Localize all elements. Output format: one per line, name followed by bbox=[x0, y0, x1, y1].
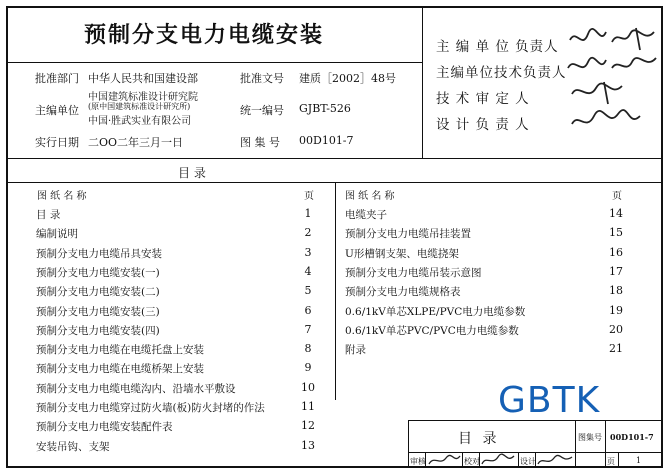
right-item-name[interactable]: U形槽钢支架、电缆挠架 bbox=[345, 247, 459, 260]
watermark-text: GBTK bbox=[498, 380, 601, 421]
unified-no-value: GJBT-526 bbox=[299, 102, 351, 115]
resp-review-label: 技 术 审 定 人 bbox=[436, 91, 530, 107]
left-item-page: 7 bbox=[304, 322, 312, 336]
right-item-page: 21 bbox=[609, 342, 623, 356]
tb-cell-f bbox=[618, 452, 619, 468]
left-item-name[interactable]: 预制分支电力电缆在电缆托盘上安装 bbox=[36, 344, 204, 357]
left-item-name[interactable]: 目 录 bbox=[36, 209, 61, 221]
right-item-name[interactable]: 电缆夹子 bbox=[345, 209, 387, 221]
signature-check-sm bbox=[482, 454, 514, 464]
atlas-no-value: 00D101-7 bbox=[299, 134, 354, 147]
left-item-page: 2 bbox=[304, 226, 312, 240]
left-item-page: 1 bbox=[304, 207, 312, 220]
left-item-page: 5 bbox=[304, 284, 312, 298]
left-item-page: 13 bbox=[301, 438, 315, 452]
signature-chief bbox=[570, 28, 654, 50]
left-item-page: 6 bbox=[304, 303, 312, 317]
signature-design bbox=[572, 110, 640, 124]
approval-doc-label: 批准文号 bbox=[240, 72, 284, 85]
left-item-name[interactable]: 预制分支电力电缆吊具安装 bbox=[36, 247, 162, 260]
atlas-no-label: 图 集 号 bbox=[240, 136, 280, 149]
resp-chief-label: 主 编 单 位 负责人 bbox=[436, 39, 559, 55]
impl-date-label: 实行日期 bbox=[35, 136, 79, 149]
resp-tech-label: 主编单位技术负责人 bbox=[436, 65, 567, 81]
left-item-page: 9 bbox=[304, 361, 312, 375]
header-divider bbox=[422, 6, 423, 158]
title-block-div2 bbox=[605, 420, 606, 468]
page-title: 预制分支电力电缆安装 bbox=[84, 22, 325, 48]
signature-tech bbox=[568, 58, 656, 68]
toc-right-page-header: 页 bbox=[612, 191, 622, 202]
approval-doc-value: 建质［2002］48号 bbox=[299, 72, 396, 85]
title-block-signatures bbox=[426, 452, 576, 468]
right-item-name[interactable]: 附录 bbox=[345, 344, 366, 357]
left-item-name[interactable]: 预制分支电力电缆安装(一) bbox=[36, 266, 160, 279]
title-block-page-label: 页 bbox=[607, 457, 615, 466]
right-item-page: 19 bbox=[609, 303, 623, 317]
editor-unit-label: 主编单位 bbox=[35, 104, 79, 117]
approval-dept-value: 中华人民共和国建设部 bbox=[88, 72, 198, 85]
title-block-top bbox=[408, 420, 663, 421]
left-item-name[interactable]: 预制分支电力电缆穿过防火墙(板)防火封堵的作法 bbox=[36, 402, 265, 414]
editor-unit-line3: 中国·胜武实业有限公司 bbox=[88, 116, 192, 127]
title-block-review-label: 审核 bbox=[410, 457, 426, 466]
left-item-name[interactable]: 安装吊钩、支架 bbox=[36, 440, 110, 453]
impl-date-value: 二OO二年三月一日 bbox=[88, 136, 184, 149]
left-item-name[interactable]: 预制分支电力电缆安装(二) bbox=[36, 286, 160, 299]
title-block-page-value: 1 bbox=[636, 456, 642, 465]
left-item-page: 10 bbox=[301, 380, 315, 394]
right-item-page: 16 bbox=[609, 245, 623, 259]
toc-right-name-header: 图 纸 名 称 bbox=[345, 191, 395, 202]
title-block-sheet-title: 目 录 bbox=[458, 431, 500, 447]
right-item-name[interactable]: 0.6/1kV单芯PVC/PVC电力电缆参数 bbox=[345, 324, 519, 337]
editor-unit-line2: (原中国建筑标准设计研究所) bbox=[88, 102, 191, 111]
left-item-name[interactable]: 预制分支电力电缆在电缆桥架上安装 bbox=[36, 363, 204, 376]
title-block-design-label: 设计 bbox=[520, 457, 536, 466]
toc-heading: 目 录 bbox=[178, 166, 206, 180]
editor-unit-line1: 中国建筑标准设计研究院 bbox=[88, 92, 198, 103]
left-item-name[interactable]: 预制分支电力电缆安装配件表 bbox=[36, 421, 173, 434]
right-item-name[interactable]: 0.6/1kV单芯XLPE/PVC电力电缆参数 bbox=[345, 305, 526, 318]
right-item-page: 18 bbox=[609, 284, 623, 298]
title-block-atlas-label: 图集号 bbox=[578, 433, 602, 442]
signature-design-sm bbox=[538, 455, 572, 464]
toc-left-page-header: 页 bbox=[304, 191, 314, 202]
left-item-name[interactable]: 编制说明 bbox=[36, 228, 78, 241]
left-item-page: 8 bbox=[304, 342, 312, 356]
left-item-name[interactable]: 预制分支电力电缆安装(四) bbox=[36, 324, 160, 337]
approval-dept-label: 批准部门 bbox=[35, 72, 79, 85]
title-block-left bbox=[408, 420, 409, 468]
right-item-page: 14 bbox=[609, 207, 623, 220]
left-item-page: 4 bbox=[304, 264, 312, 278]
left-item-page: 12 bbox=[301, 419, 315, 433]
left-item-page: 3 bbox=[304, 245, 312, 259]
header-rule bbox=[6, 62, 422, 63]
right-item-name[interactable]: 预制分支电力电缆规格表 bbox=[345, 286, 461, 299]
toc-column-divider bbox=[335, 182, 336, 400]
right-item-name[interactable]: 预制分支电力电缆吊装示意图 bbox=[345, 266, 482, 279]
signature-review bbox=[572, 82, 622, 104]
toc-top-rule bbox=[6, 158, 663, 159]
signature-review-sm bbox=[429, 455, 460, 464]
right-item-name[interactable]: 预制分支电力电缆吊挂装置 bbox=[345, 228, 471, 241]
unified-no-label: 统一编号 bbox=[240, 104, 284, 117]
toc-left-name-header: 图 纸 名 称 bbox=[37, 191, 87, 202]
resp-design-label: 设 计 负 责 人 bbox=[436, 117, 530, 133]
left-item-name[interactable]: 预制分支电力电缆安装(三) bbox=[36, 305, 160, 318]
left-item-page: 11 bbox=[301, 400, 315, 413]
right-item-page: 20 bbox=[609, 322, 623, 336]
title-block-atlas-value: 00D101-7 bbox=[610, 432, 654, 442]
left-item-name[interactable]: 预制分支电力电缆电缆沟内、沿墙水平敷设 bbox=[36, 382, 236, 395]
right-item-page: 17 bbox=[609, 264, 623, 278]
signature-group bbox=[566, 24, 662, 150]
right-item-page: 15 bbox=[609, 226, 623, 240]
title-block-check-label: 校对 bbox=[464, 457, 480, 466]
